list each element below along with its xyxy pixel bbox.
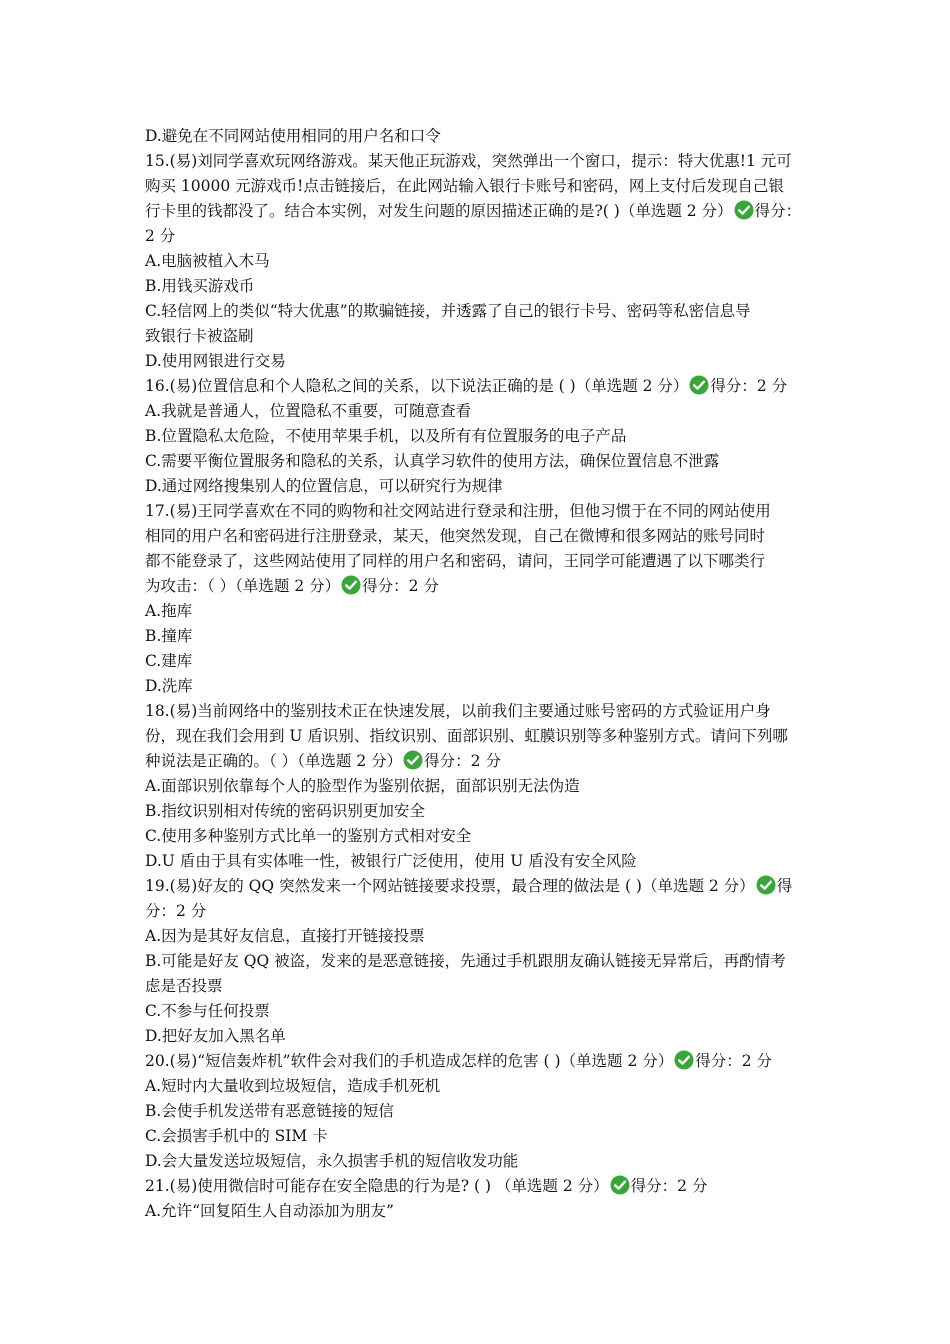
- score-text: 得: [776, 877, 793, 895]
- text-line: [145, 974, 810, 999]
- line-text: 相同的用户名和密码进行注册登录，某天，他突然发现，自己在微博和很多网站的账号同时: [145, 527, 766, 545]
- line-text: 2 分: [145, 227, 176, 245]
- line-text: 15.(易)刘同学喜欢玩网络游戏。某天他正玩游戏，突然弹出一个窗口，提示：特大优惠!1 元可: [145, 152, 792, 170]
- line-text: A.拖库: [145, 602, 193, 620]
- text-line: [145, 174, 810, 199]
- text-line: [145, 624, 810, 649]
- line-text: D.洗库: [145, 677, 193, 695]
- text-line: [145, 399, 810, 424]
- line-text: 种说法是正确的。（ ）（单选题 2 分）: [145, 752, 403, 770]
- text-line: [145, 949, 810, 974]
- text-line: [145, 724, 810, 749]
- line-text: C.轻信网上的类似“特大优惠”的欺骗链接，并透露了自己的银行卡号、密码等私密信息导: [145, 302, 751, 320]
- line-text: 都不能登录了，这些网站使用了同样的用户名和密码，请问，王同学可能遭遇了以下哪类行: [145, 552, 766, 570]
- line-text: B.指纹识别相对传统的密码识别更加安全: [145, 802, 425, 820]
- text-line: [145, 1149, 810, 1174]
- line-text: 20.(易)“短信轰炸机”软件会对我们的手机造成怎样的危害 ( )（单选题 2 分）: [145, 1052, 674, 1070]
- line-text: D.避免在不同网站使用相同的用户名和口令: [145, 127, 441, 145]
- text-line: [145, 1024, 810, 1049]
- score-text: 得分：2 分: [695, 1052, 773, 1070]
- text-line: [145, 224, 810, 249]
- text-line: [145, 549, 810, 574]
- score-text: 得分：2 分: [424, 752, 501, 770]
- line-text: C.需要平衡位置服务和隐私的关系，认真学习软件的使用方法，确保位置信息不泄露: [145, 452, 720, 470]
- score-text: 得分：2 分: [630, 1177, 708, 1195]
- line-text: C.不参与任何投票: [145, 1002, 270, 1020]
- line-text: 份，现在我们会用到 U 盾识别、指纹识别、面部识别、虹膜识别等多种鉴别方式。请问下列哪: [145, 727, 788, 745]
- line-text: A.面部识别依靠每个人的脸型作为鉴别依据，面部识别无法伪造: [145, 777, 580, 795]
- text-line: [145, 849, 810, 874]
- line-text: A.允许“回复陌生人自动添加为朋友”: [145, 1202, 394, 1220]
- text-line: [145, 874, 810, 899]
- line-text: 18.(易)当前网络中的鉴别技术正在快速发展，以前我们主要通过账号密码的方式验证用户身: [145, 702, 771, 720]
- text-line: [145, 574, 810, 599]
- line-text: C.建库: [145, 652, 193, 670]
- score-text: 得分：: [754, 202, 802, 220]
- line-text: D.使用网银进行交易: [145, 352, 286, 370]
- text-line: [145, 699, 810, 724]
- line-text: B.撞库: [145, 627, 193, 645]
- text-line: [145, 774, 810, 799]
- text-line: [145, 749, 810, 774]
- check-circle-icon: [610, 1175, 630, 1195]
- line-text: B.用钱买游戏币: [145, 277, 255, 295]
- text-line: [145, 249, 810, 274]
- line-text: B.位置隐私太危险，不使用苹果手机，以及所有有位置服务的电子产品: [145, 427, 627, 445]
- text-line: [145, 474, 810, 499]
- text-line: [145, 1074, 810, 1099]
- line-text: 购买 10000 元游戏币!点击链接后，在此网站输入银行卡账号和密码，网上支付后发现自己银: [145, 177, 784, 195]
- line-text: B.会使手机发送带有恶意链接的短信: [145, 1102, 394, 1120]
- line-text: C.会损害手机中的 SIM 卡: [145, 1127, 328, 1145]
- score-text: 得分：2 分: [710, 377, 788, 395]
- text-line: [145, 274, 810, 299]
- text-line: [145, 899, 810, 924]
- line-text: 行卡里的钱都没了。结合本实例，对发生问题的原因描述正确的是?( )（单选题 2 分）: [145, 202, 733, 220]
- text-line: [145, 799, 810, 824]
- text-line: [145, 1099, 810, 1124]
- text-line: [145, 999, 810, 1024]
- line-text: 19.(易)好友的 QQ 突然发来一个网站链接要求投票，最合理的做法是 ( )（单选题 2 分）: [145, 877, 755, 895]
- text-line: [145, 424, 810, 449]
- line-text: 17.(易)王同学喜欢在不同的购物和社交网站进行登录和注册，但他习惯于在不同的网站使用: [145, 502, 771, 520]
- text-line: [145, 1199, 810, 1224]
- text-line: [145, 449, 810, 474]
- text-line: [145, 1049, 810, 1074]
- text-line: [145, 1124, 810, 1149]
- text-line: [145, 524, 810, 549]
- check-circle-icon: [674, 1050, 694, 1070]
- line-text: A.电脑被植入木马: [145, 252, 270, 270]
- line-text: A.我就是普通人，位置隐私不重要，可随意查看: [145, 402, 472, 420]
- text-line: [145, 149, 810, 174]
- document-content: [145, 124, 810, 1224]
- line-text: B.可能是好友 QQ 被盗，发来的是恶意链接，先通过手机跟朋友确认链接无异常后，再酌情考: [145, 952, 786, 970]
- text-line: [145, 349, 810, 374]
- text-line: [145, 124, 810, 149]
- text-line: [145, 374, 810, 399]
- line-text: D.U 盾由于具有实体唯一性，被银行广泛使用，使用 U 盾没有安全风险: [145, 852, 637, 870]
- line-text: 为攻击：（ ）（单选题 2 分）: [145, 577, 341, 595]
- text-line: [145, 1174, 810, 1199]
- text-line: [145, 599, 810, 624]
- text-line: [145, 674, 810, 699]
- text-line: [145, 299, 810, 324]
- line-text: 致银行卡被盗刷: [145, 327, 254, 345]
- check-circle-icon: [756, 875, 776, 895]
- line-text: A.短时内大量收到垃圾短信，造成手机死机: [145, 1077, 441, 1095]
- check-circle-icon: [341, 575, 361, 595]
- text-line: [145, 324, 810, 349]
- line-text: A.因为是其好友信息，直接打开链接投票: [145, 927, 425, 945]
- line-text: C.使用多种鉴别方式比单一的鉴别方式相对安全: [145, 827, 472, 845]
- line-text: 21.(易)使用微信时可能存在安全隐患的行为是? ( ) （单选题 2 分）: [145, 1177, 609, 1195]
- check-circle-icon: [689, 375, 709, 395]
- score-text: 得分：2 分: [362, 577, 439, 595]
- line-text: 16.(易)位置信息和个人隐私之间的关系，以下说法正确的是 ( )（单选题 2 分）: [145, 377, 689, 395]
- text-line: [145, 499, 810, 524]
- line-text: D.通过网络搜集别人的位置信息，可以研究行为规律: [145, 477, 503, 495]
- check-circle-icon: [734, 200, 754, 220]
- line-text: 虑是否投票: [145, 977, 223, 995]
- text-line: [145, 649, 810, 674]
- check-circle-icon: [403, 750, 423, 770]
- text-line: [145, 924, 810, 949]
- line-text: 分：2 分: [145, 902, 207, 920]
- text-line: [145, 824, 810, 849]
- text-line: [145, 199, 810, 224]
- line-text: D.会大量发送垃圾短信，永久损害手机的短信收发功能: [145, 1152, 519, 1170]
- line-text: D.把好友加入黑名单: [145, 1027, 286, 1045]
